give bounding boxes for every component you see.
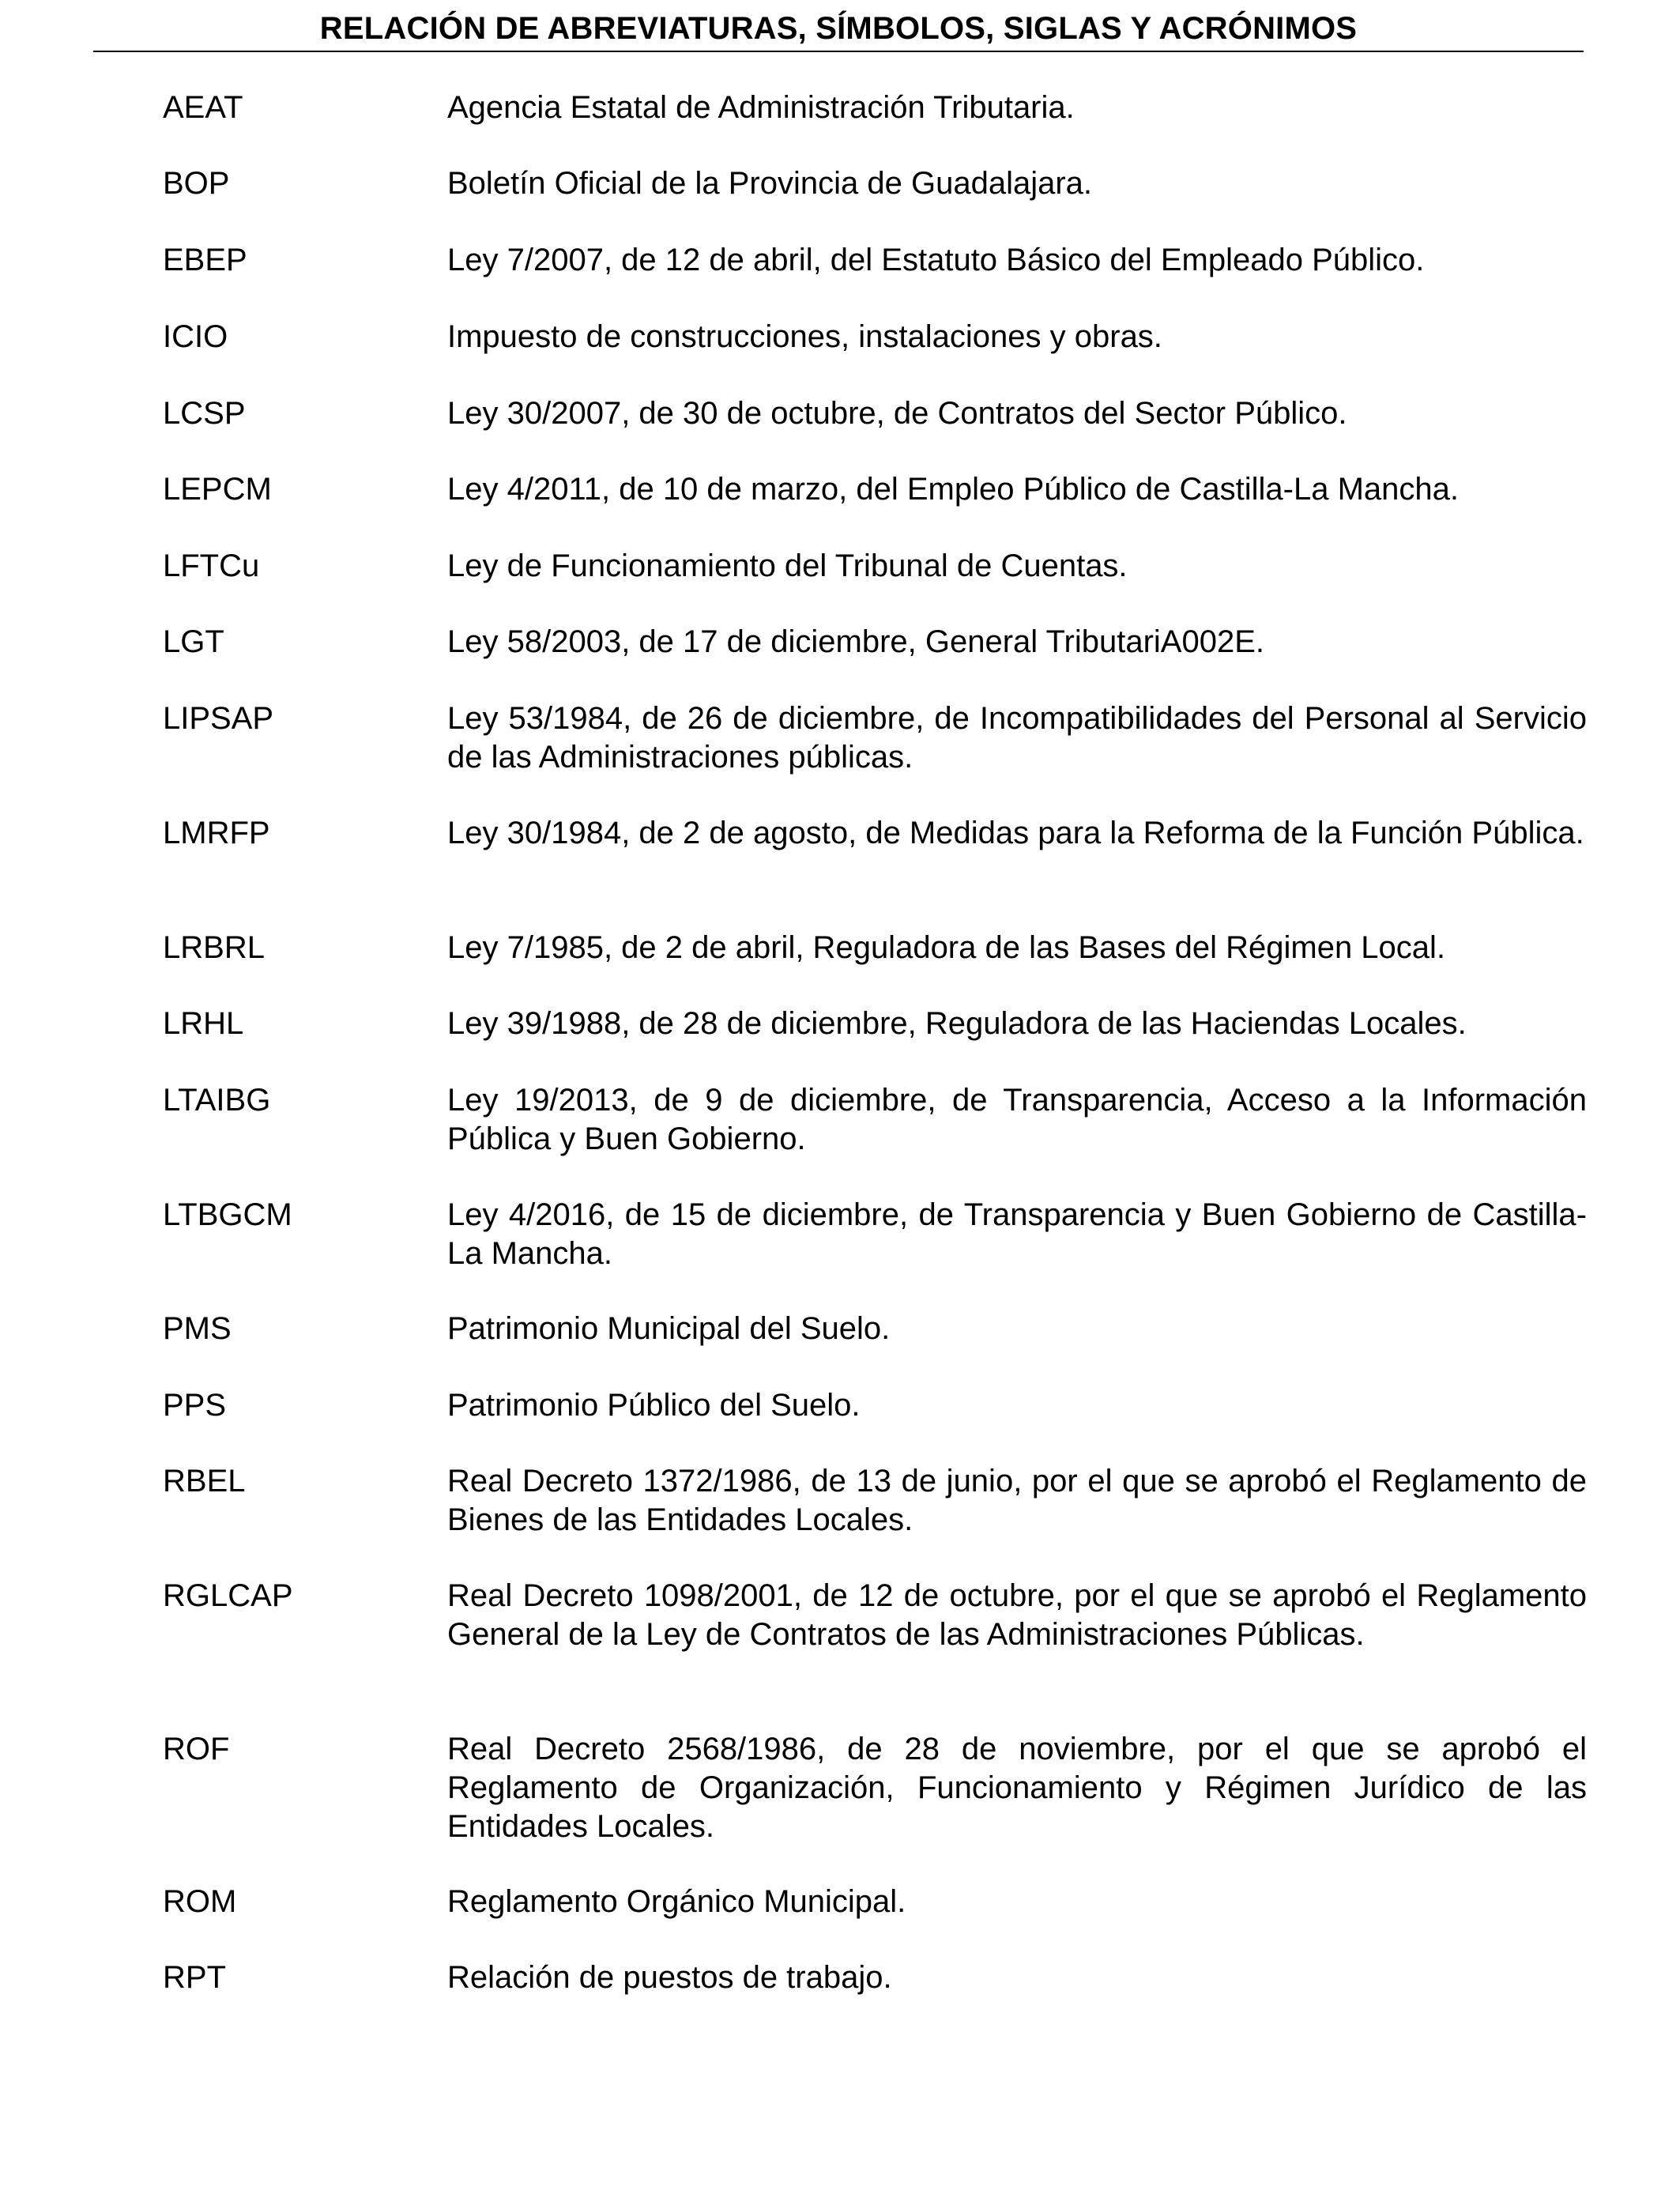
abbreviation-term: LRHL xyxy=(163,1006,244,1041)
abbreviation-term: LIPSAP xyxy=(163,701,274,736)
abbreviation-term: BOP xyxy=(163,166,230,201)
abbreviation-definition: Ley 30/2007, de 30 de octubre, de Contratos del Sector Público. xyxy=(447,396,1347,431)
abbreviation-term: ICIO xyxy=(163,319,228,354)
abbreviation-term: RPT xyxy=(163,1960,226,1995)
abbreviation-term: RGLCAP xyxy=(163,1578,293,1613)
abbreviation-term: EBEP xyxy=(163,243,247,277)
abbreviation-definition: Ley 39/1988, de 28 de diciembre, Reguladora de las Haciendas Locales. xyxy=(447,1006,1467,1041)
abbreviation-definition: Ley 30/1984, de 2 de agosto, de Medidas para la Reforma de la Función Pública. xyxy=(447,816,1584,850)
abbreviation-term: LTAIBG xyxy=(163,1083,271,1118)
abbreviation-definition: Ley 53/1984, de 26 de diciembre, de Incompatibilidades del Personal al Servicio de las Administraciones públicas. xyxy=(447,701,1587,775)
abbreviation-definition: Ley 7/1985, de 2 de abril, Reguladora de las Bases del Régimen Local. xyxy=(447,930,1446,965)
abbreviation-definition: Ley 4/2016, de 15 de diciembre, de Transparencia y Buen Gobierno de Castilla-La Mancha. xyxy=(447,1197,1587,1271)
abbreviation-term: ROF xyxy=(163,1732,230,1766)
abbreviation-definition: Real Decreto 2568/1986, de 28 de noviembre, por el que se aprobó el Reglamento de Organización, Funcionamiento y Régimen Jurídico de las Entidades Locales. xyxy=(447,1732,1587,1844)
abbreviation-term: PMS xyxy=(163,1311,232,1346)
abbreviation-term: PPS xyxy=(163,1388,227,1423)
abbreviation-term: LMRFP xyxy=(163,816,270,850)
abbreviation-term: ROM xyxy=(163,1884,237,1919)
abbreviation-definition: Real Decreto 1098/2001, de 12 de octubre, por el que se aprobó el Reglamento General de la Ley de Contratos de las Administraciones Públicas. xyxy=(447,1578,1587,1652)
abbreviation-definition: Boletín Oficial de la Provincia de Guadalajara. xyxy=(447,166,1093,201)
abbreviation-term: LFTCu xyxy=(163,548,260,583)
abbreviation-term: RBEL xyxy=(163,1464,246,1498)
abbreviation-term: LCSP xyxy=(163,396,246,431)
page-title: RELACIÓN DE ABREVIATURAS, SÍMBOLOS, SIGLAS Y ACRÓNIMOS xyxy=(319,11,1358,46)
abbreviation-term: LEPCM xyxy=(163,472,272,507)
abbreviation-definition: Ley 7/2007, de 12 de abril, del Estatuto Básico del Empleado Público. xyxy=(447,243,1425,277)
abbreviation-definition: Ley 4/2011, de 10 de marzo, del Empleo Público de Castilla-La Mancha. xyxy=(447,472,1460,507)
abbreviation-term: LRBRL xyxy=(163,930,265,965)
abbreviation-definition: Impuesto de construcciones, instalaciones y obras. xyxy=(447,319,1162,354)
abbreviation-definition: Ley 58/2003, de 17 de diciembre, General TributariA002E. xyxy=(447,624,1264,659)
abbreviation-definition: Relación de puestos de trabajo. xyxy=(447,1960,892,1995)
abbreviation-definition: Real Decreto 1372/1986, de 13 de junio, por el que se aprobó el Reglamento de Bienes de las Entidades Locales. xyxy=(447,1464,1587,1537)
abbreviation-definition: Patrimonio Municipal del Suelo. xyxy=(447,1311,891,1346)
title-underline xyxy=(93,51,1584,52)
abbreviation-definition: Ley de Funcionamiento del Tribunal de Cuentas. xyxy=(447,548,1128,583)
abbreviation-definition: Patrimonio Público del Suelo. xyxy=(447,1388,861,1423)
abbreviation-definition: Reglamento Orgánico Municipal. xyxy=(447,1884,906,1919)
abbreviation-term: LGT xyxy=(163,624,224,659)
abbreviation-definition: Agencia Estatal de Administración Tributaria. xyxy=(447,90,1075,125)
abbreviation-term: AEAT xyxy=(163,90,243,125)
abbreviation-definition: Ley 19/2013, de 9 de diciembre, de Transparencia, Acceso a la Información Pública y Buen Gobierno. xyxy=(447,1083,1587,1156)
abbreviation-term: LTBGCM xyxy=(163,1197,292,1232)
